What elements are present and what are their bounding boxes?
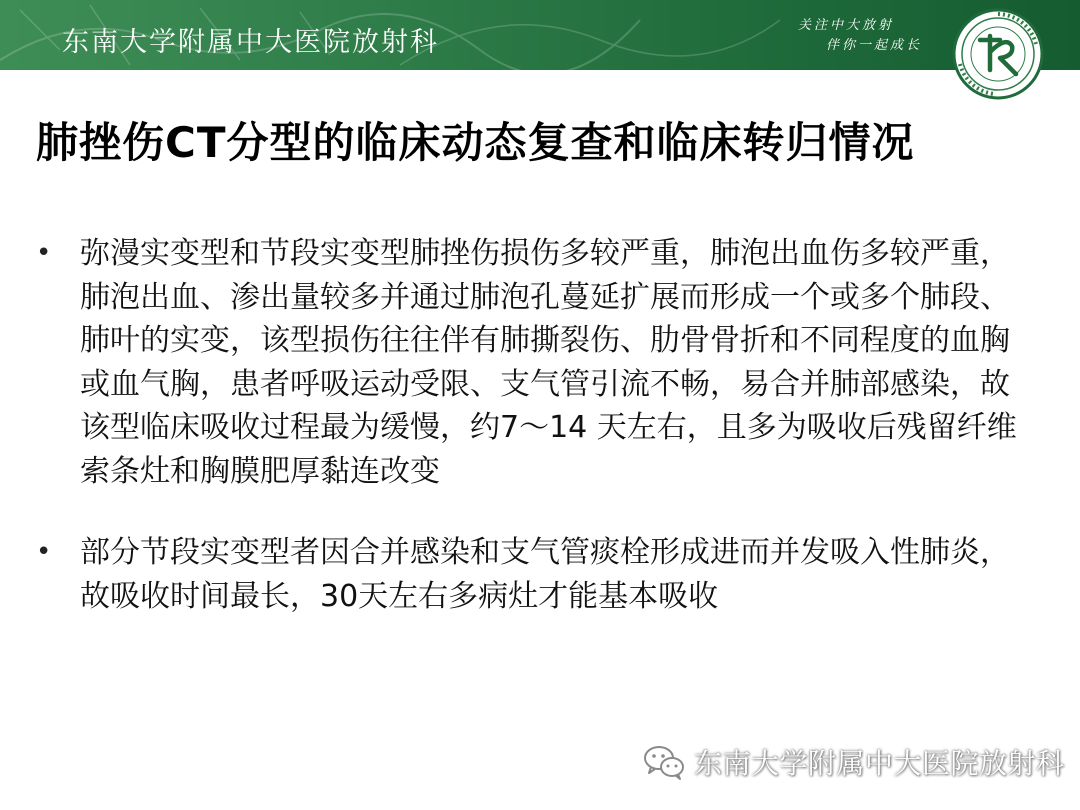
bullet-text: 部分节段实变型者因合并感染和支气管痰栓形成进而并发吸入性肺炎，故吸收时间最长，30天左右多病灶才能基本吸收 xyxy=(80,535,1010,614)
watermark-text: 东南大学附属中大医院放射科 xyxy=(694,747,1065,780)
header-slogan xyxy=(798,16,922,56)
bullet-item-2 xyxy=(36,531,1026,618)
slogan-line-2: 伴你一起成长 xyxy=(826,38,923,53)
bullet-marker: • xyxy=(36,537,52,567)
header-title: 东南大学附属中大医院放射科 xyxy=(62,27,439,58)
header-band xyxy=(0,0,1080,70)
watermark xyxy=(642,742,1065,782)
hospital-radiology-logo-icon xyxy=(950,6,1046,102)
bullet-list xyxy=(36,232,1026,656)
bullet-text: 弥漫实变型和节段实变型肺挫伤损伤多较严重，肺泡出血伤多较严重，肺泡出血、渗出量较多并通过肺泡孔蔓延扩展而形成一个或多个肺段、肺叶的实变，该型损伤往往伴有肺撕裂伤、肋骨骨折和不同程度的血胸或血气胸，患者呼吸运动受限、支气管引流不畅，易合并肺部感染，故该型临床吸收过程最为缓慢，约7～14 天左右，且多为吸收后残留纤维索条灶和胸膜肥厚黏连改变 xyxy=(80,236,1017,489)
slide-title: 肺挫伤CT分型的临床动态复查和临床转归情况 xyxy=(36,118,915,167)
bullet-marker: • xyxy=(36,238,52,268)
bullet-item-1 xyxy=(36,232,1026,493)
wechat-icon xyxy=(642,743,686,781)
slogan-line-1: 关注中大放射 xyxy=(798,18,895,33)
